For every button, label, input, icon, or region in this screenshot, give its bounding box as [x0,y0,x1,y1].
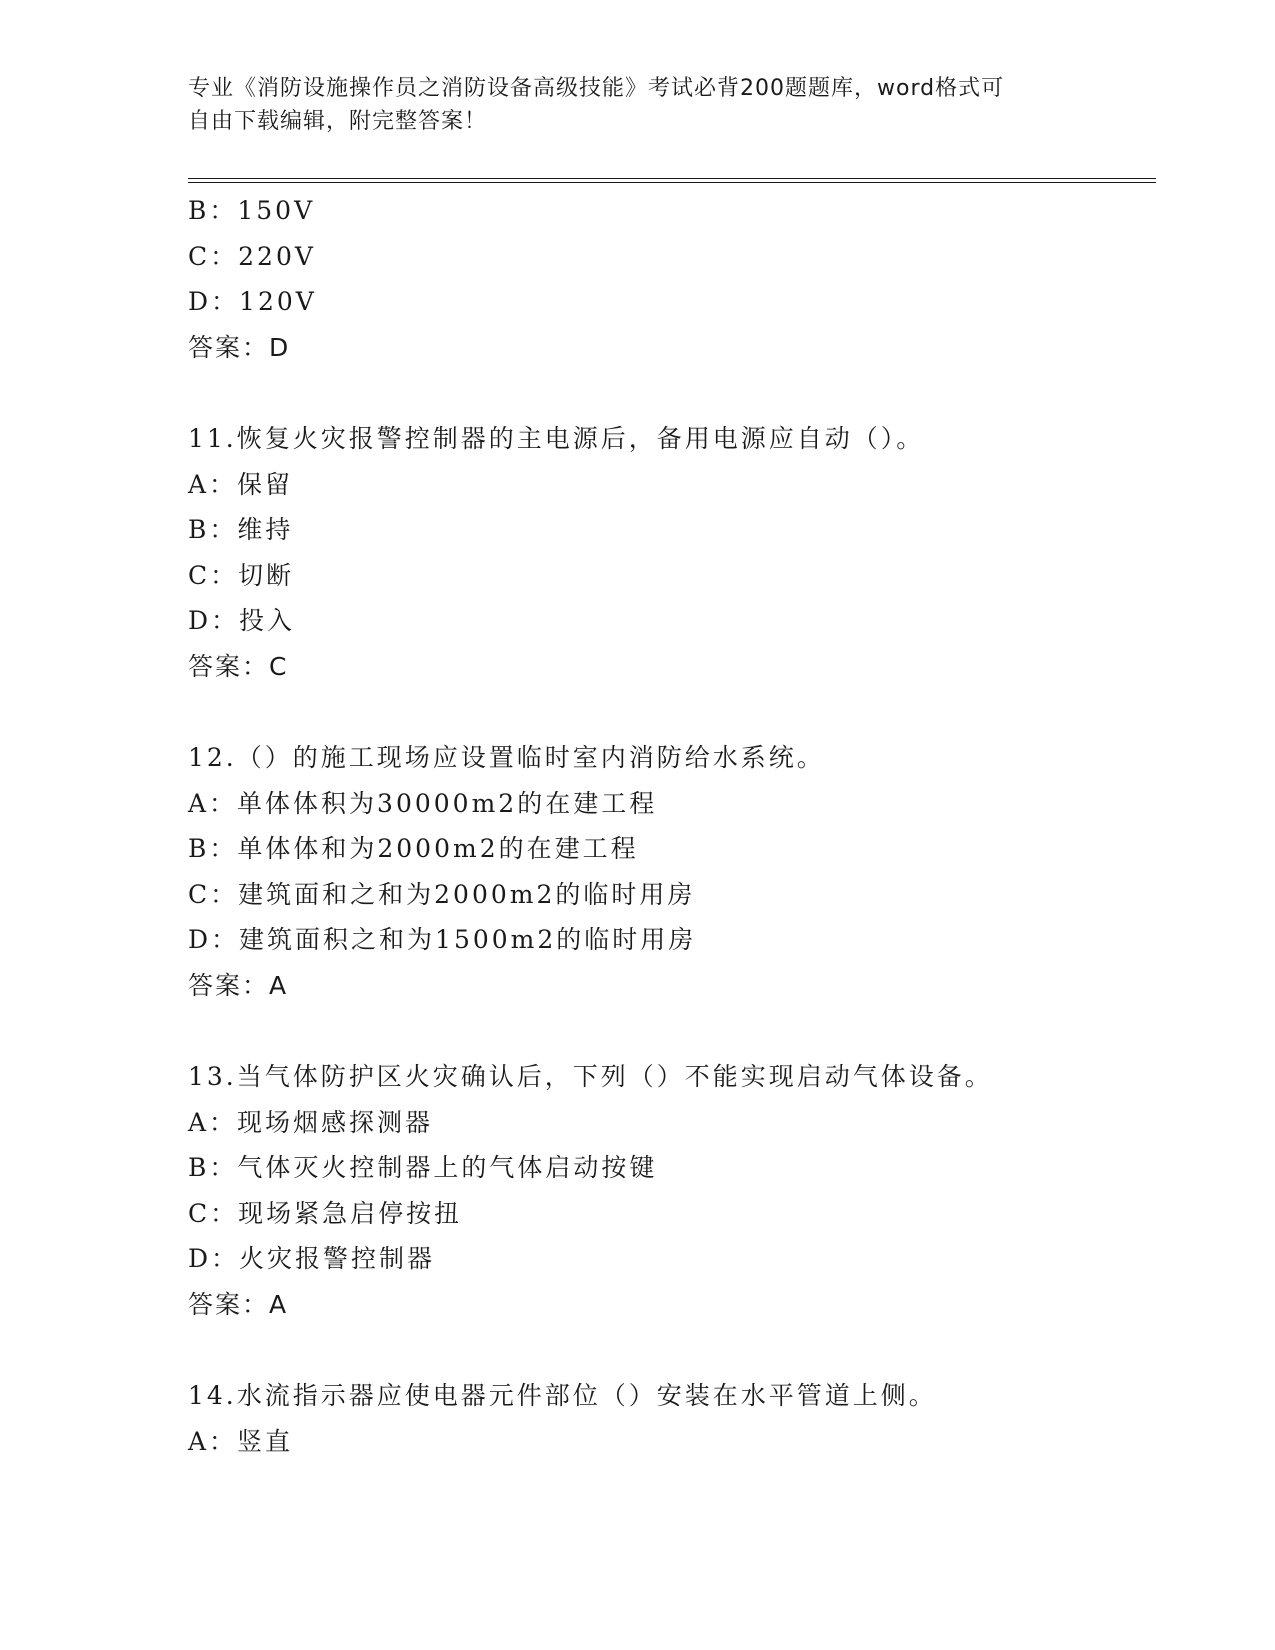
question-stem: 14.水流指示器应使电器元件部位（）安装在水平管道上侧。 [188,1381,937,1410]
page-header [188,72,1068,138]
option-b: B：气体灭火控制器上的气体启动按键 [188,1153,658,1182]
answer-line: 答案：A [188,1289,289,1319]
option-c: C：现场紧急启停按扭 [188,1198,463,1228]
answer-line: 答案：A [188,970,289,1000]
option-b: B：维持 [188,515,294,544]
question-block-10 [188,188,1156,370]
option-b: B：单体体和为2000m2的在建工程 [188,834,639,863]
answer-line: 答案：D [188,332,291,362]
question-block-14 [188,1373,1156,1464]
question-block-12 [188,735,1156,1008]
option-d: D：投入 [188,606,296,635]
option-a: A：保留 [188,469,294,499]
option-d: D：火灾报警控制器 [188,1244,436,1273]
option-c: C：切断 [188,560,295,590]
answer-line: 答案：C [188,651,289,681]
option-a: A：现场烟感探测器 [188,1107,434,1137]
question-stem: 12.（）的施工现场应设置临时室内消防给水系统。 [188,743,825,772]
option-c: C：220V [188,241,316,271]
question-block-11 [188,416,1156,689]
spacer [188,370,1156,416]
header-line-2: 自由下载编辑，附完整答案！ [188,109,488,134]
header-divider [188,178,1156,183]
spacer [188,689,1156,735]
option-a: A：竖直 [188,1426,294,1456]
spacer [188,1327,1156,1373]
question-list [188,188,1156,1464]
spacer [188,1008,1156,1054]
header-line-1: 专业《消防设施操作员之消防设备高级技能》考试必背200题题库，word格式可 [188,76,1005,101]
option-c: C：建筑面和之和为2000m2的临时用房 [188,879,696,909]
question-stem: 11.恢复火灾报警控制器的主电源后，备用电源应自动（）。 [188,424,925,453]
option-a: A：单体体积为30000m2的在建工程 [188,788,658,818]
question-stem: 13.当气体防护区火灾确认后，下列（）不能实现启动气体设备。 [188,1062,993,1091]
question-block-13 [188,1054,1156,1327]
option-d: D：120V [188,287,317,316]
option-b: B：150V [188,196,316,225]
option-d: D：建筑面积之和为1500m2的临时用房 [188,925,697,954]
